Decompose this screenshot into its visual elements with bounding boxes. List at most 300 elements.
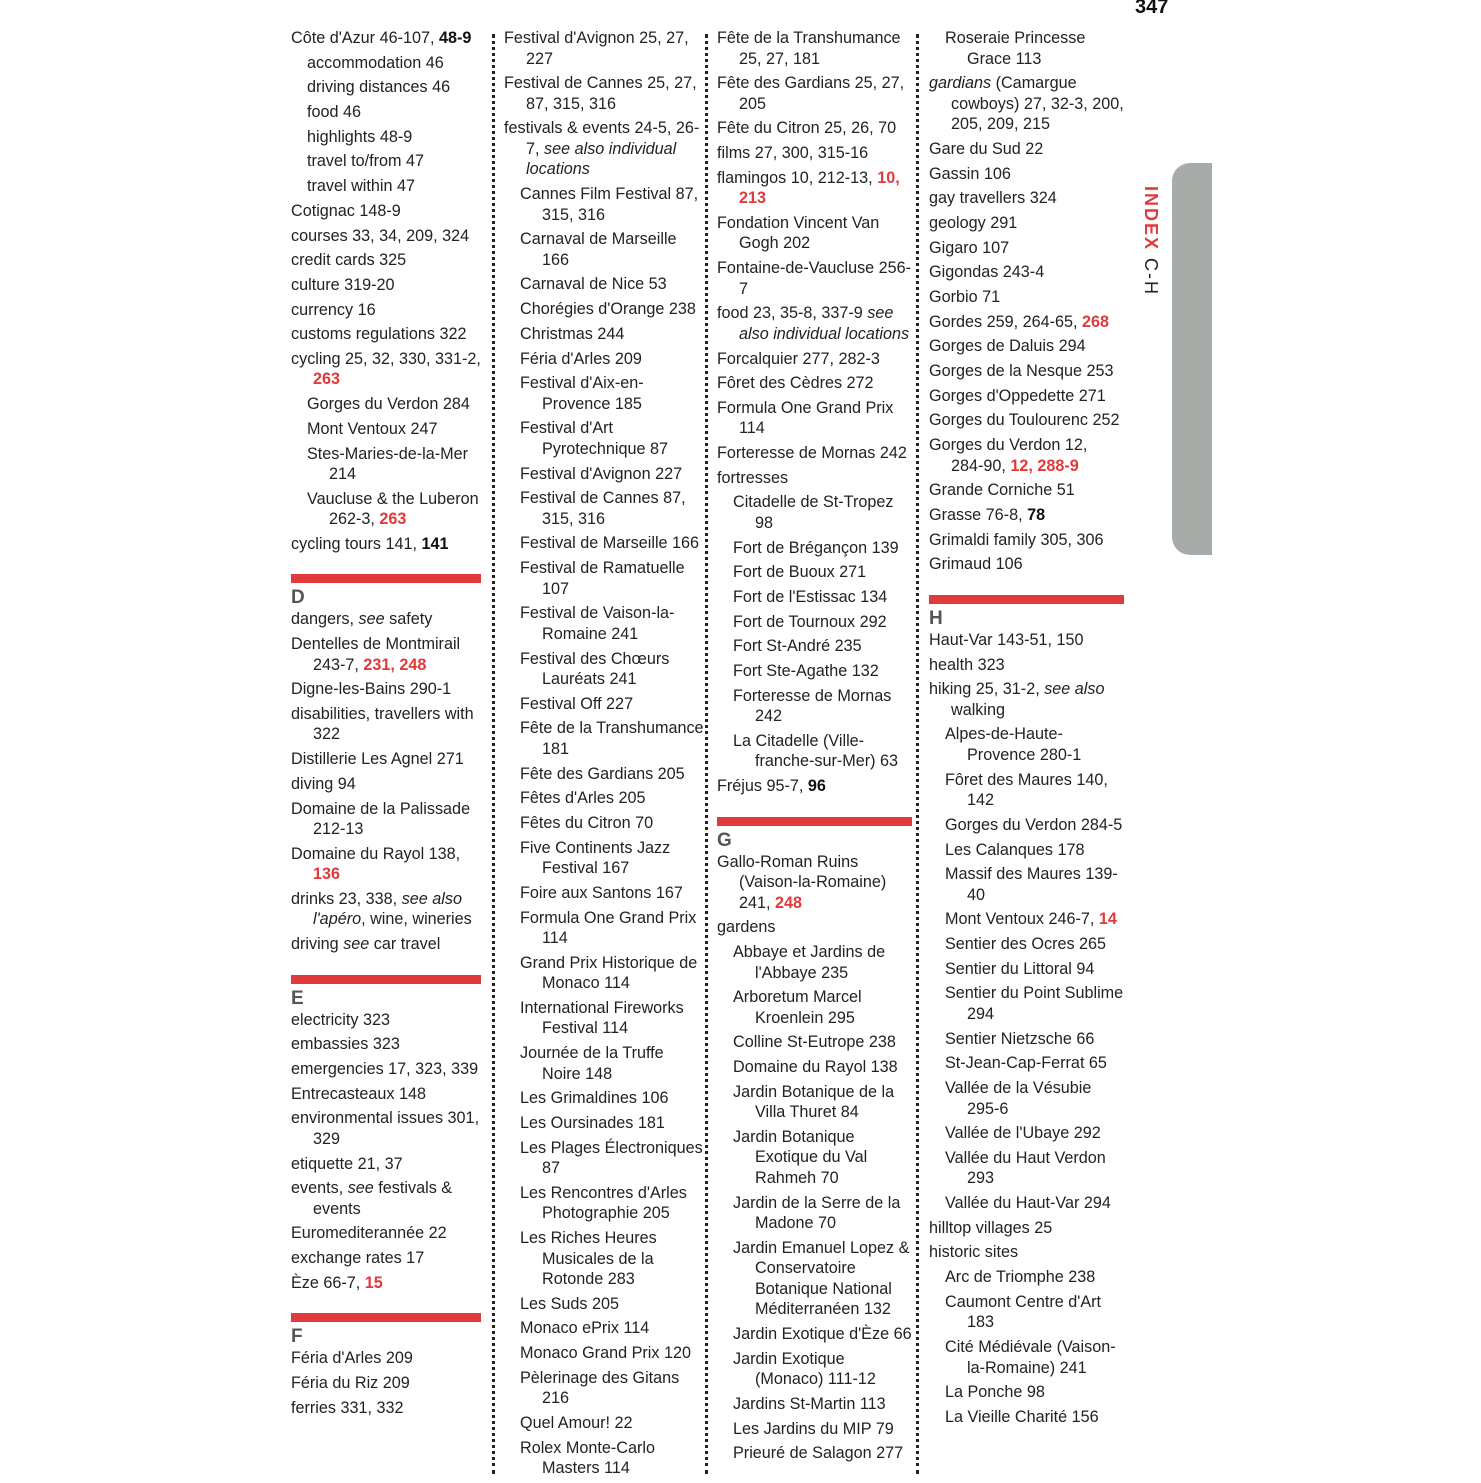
index-subentry — [504, 694, 704, 715]
entry-text: International Fireworks Festival 114 — [520, 998, 684, 1038]
entry-text: Les Suds 205 — [520, 1294, 619, 1313]
index-entry — [717, 349, 912, 370]
index-subentry — [504, 1138, 704, 1179]
index-subentry — [504, 603, 704, 644]
index-entry — [929, 435, 1124, 476]
index-entry — [291, 704, 481, 745]
photo-page-ref: 10, 213 — [739, 168, 900, 208]
entry-text: Citadelle de St-Tropez 98 — [733, 493, 894, 532]
index-subentry — [717, 987, 912, 1028]
index-subentry — [291, 53, 481, 74]
index-entry — [929, 164, 1124, 185]
entry-text: Forteresse de Mornas 242 — [733, 686, 892, 726]
entry-text: Les Rencontres d'Arles Photographie 205 — [520, 1183, 687, 1223]
index-subentry — [291, 127, 481, 148]
index-entry — [929, 1242, 1124, 1263]
entry-text: Gorges du Verdon 284-5 — [945, 815, 1123, 834]
entry-text: Arc de Triomphe 238 — [945, 1268, 1096, 1287]
entry-text: Les Riches Heures Musicales de la Rotonde 283 — [520, 1229, 657, 1288]
section-letter: G — [717, 829, 732, 851]
entry-text: Fort de Tournoux 292 — [733, 612, 887, 631]
index-subentry — [291, 102, 481, 123]
entry-text: Fête des Gardians 25, 27, 205 — [717, 74, 905, 113]
entry-text-tail: (Camargue cowboys) 27, 32-3, 200, 205, 209, 215 — [951, 74, 1124, 134]
entry-text: health 323 — [929, 655, 1005, 674]
entry-text: Colline St-Eutrope 238 — [733, 1033, 896, 1052]
index-entry — [717, 373, 912, 394]
entry-text: La Vieille Charité 156 — [945, 1407, 1099, 1426]
index-subentry — [504, 1318, 704, 1339]
entry-text: Forteresse de Mornas 242 — [717, 444, 907, 463]
entry-text: Foire aux Santons 167 — [520, 883, 683, 902]
index-subentry — [929, 1053, 1124, 1074]
index-subentry — [929, 864, 1124, 905]
entry-text: Gorges de Daluis 294 — [929, 337, 1086, 356]
index-entry — [929, 554, 1124, 575]
index-entry — [291, 1178, 481, 1219]
entry-text: Pèlerinage des Gitans 216 — [520, 1368, 680, 1408]
entry-text: drinks 23, 338, — [291, 889, 402, 908]
entry-text: courses 33, 34, 209, 324 — [291, 226, 470, 245]
entry-text: flamingos 10, 212-13, — [717, 168, 878, 187]
entry-text: emergencies 17, 323, 339 — [291, 1059, 479, 1078]
index-entry — [929, 287, 1124, 308]
cross-reference: see also individual locations — [526, 139, 677, 179]
index-entry — [929, 530, 1124, 551]
index-entry — [929, 505, 1124, 526]
entry-text: Monaco ePrix 114 — [520, 1319, 650, 1338]
entry-text: Les Oursinades 181 — [520, 1113, 665, 1132]
entry-text: Fontaine-de-Vaucluse 256-7 — [717, 259, 912, 298]
entry-text: Les Calanques 178 — [945, 840, 1085, 859]
entry-text: Festival des Chœurs Lauréats 241 — [520, 649, 670, 688]
entry-text: Festival d'Avignon 227 — [520, 464, 683, 483]
letter-section-header — [717, 817, 912, 852]
index-subentry — [291, 176, 481, 197]
index-subentry — [504, 788, 704, 809]
entry-text: Festival d'Avignon 25, 27, 227 — [504, 29, 689, 68]
entry-text: Domaine du Rayol 138, — [291, 844, 461, 863]
entry-text: Sentier du Point Sublime 294 — [945, 984, 1124, 1023]
index-subentry — [504, 1183, 704, 1224]
entry-text: driving — [291, 935, 344, 954]
entry-text: diving 94 — [291, 774, 356, 793]
index-entry — [291, 28, 481, 49]
photo-page-ref: 14 — [1098, 910, 1117, 929]
entry-text: culture 319-20 — [291, 275, 395, 294]
index-entry — [717, 917, 912, 938]
entry-text: Féria d'Arles 209 — [520, 349, 642, 368]
index-entry — [291, 749, 481, 770]
entry-text: Festival de Marseille 166 — [520, 534, 700, 553]
index-entry — [291, 934, 481, 955]
entry-text: Rolex Monte-Carlo Masters 114 — [520, 1438, 655, 1478]
index-subentry — [291, 77, 481, 98]
cross-reference: see also — [1044, 680, 1105, 699]
entry-text: Monaco Grand Prix 120 — [520, 1344, 691, 1363]
photo-page-ref: 12, 288-9 — [1010, 456, 1079, 475]
entry-text: exchange rates 17 — [291, 1249, 425, 1268]
entry-text-tail: walking — [951, 700, 1005, 719]
entry-text: highlights 48-9 — [307, 127, 413, 146]
index-subentry — [504, 1088, 704, 1109]
entry-text: Festival Off 227 — [520, 694, 634, 713]
index-subentry — [504, 1438, 704, 1479]
entry-text: Grand Prix Historique de Monaco 114 — [520, 953, 698, 993]
index-entry — [291, 201, 481, 222]
map-page-ref: 78 — [1027, 506, 1046, 524]
entry-text: Èze 66-7, — [291, 1273, 365, 1292]
entry-text: dangers, — [291, 610, 359, 629]
index-entry — [291, 889, 481, 930]
index-subentry — [929, 815, 1124, 836]
photo-page-ref: 263 — [313, 370, 341, 389]
entry-text: Digne-les-Bains 290-1 — [291, 680, 452, 699]
entry-text: Gordes 259, 264-65, — [929, 312, 1082, 331]
index-entry — [717, 468, 912, 489]
index-entry — [291, 349, 481, 390]
index-entry — [717, 73, 912, 114]
section-divider-bar — [929, 595, 1124, 604]
column-divider — [916, 34, 919, 1474]
index-subentry — [717, 1032, 912, 1053]
entry-text: Fort de Buoux 271 — [733, 563, 867, 582]
index-subentry — [504, 299, 704, 320]
index-entry — [717, 443, 912, 464]
index-entry — [717, 303, 912, 344]
index-entry — [291, 1248, 481, 1269]
entry-text: Jardin Exotique d'Èze 66 — [733, 1325, 912, 1343]
index-subentry — [504, 649, 704, 690]
entry-text: Vaucluse & the Luberon 262-3, — [307, 489, 479, 529]
index-entry — [291, 226, 481, 247]
map-page-ref: 48-9 — [438, 29, 472, 47]
index-entry — [291, 609, 481, 630]
index-entry — [929, 73, 1124, 135]
entry-text: food 23, 35-8, 337-9 — [717, 304, 868, 323]
entry-text: Gigondas 243-4 — [929, 263, 1045, 282]
index-subentry — [717, 562, 912, 583]
index-subentry — [504, 908, 704, 949]
index-entry — [717, 852, 912, 914]
entry-text: embassies 323 — [291, 1035, 400, 1054]
index-subentry — [717, 1193, 912, 1234]
index-entry — [291, 1373, 481, 1394]
entry-text: Jardin Exotique (Monaco) 111-12 — [733, 1349, 876, 1389]
section-divider-bar — [291, 975, 481, 984]
index-column-4 — [929, 28, 1124, 1432]
entry-text: ferries 331, 332 — [291, 1398, 404, 1417]
index-entry — [929, 1218, 1124, 1239]
entry-text-tail: safety — [384, 610, 433, 629]
entry-text: Sentier du Littoral 94 — [945, 959, 1095, 978]
index-subentry — [929, 840, 1124, 861]
page-number: 347 — [1135, 0, 1169, 18]
index-subentry — [717, 1057, 912, 1078]
index-subentry — [504, 1228, 704, 1290]
index-entry — [504, 73, 704, 114]
entry-text: Prieuré de Salagon 277 — [733, 1444, 904, 1463]
index-subentry — [504, 349, 704, 370]
entry-text: Jardins St-Martin 113 — [733, 1394, 886, 1413]
letter-section-header — [929, 595, 1124, 630]
index-subentry — [504, 718, 704, 759]
entry-text: fortresses — [717, 468, 789, 487]
entry-text: Grande Corniche 51 — [929, 481, 1075, 500]
entry-text: Euromediterannée 22 — [291, 1224, 447, 1243]
entry-text: Vallée du Haut-Var 294 — [945, 1194, 1111, 1213]
entry-text: hiking 25, 31-2, — [929, 680, 1045, 699]
photo-page-ref: 248 — [775, 893, 803, 912]
entry-text: electricity 323 — [291, 1010, 390, 1029]
index-entry — [929, 410, 1124, 431]
entry-text: Carnaval de Marseille 166 — [520, 230, 677, 269]
entry-text: Jardin Botanique Exotique du Val Rahmeh 70 — [733, 1127, 868, 1187]
index-subentry — [291, 394, 481, 415]
index-subentry — [504, 953, 704, 994]
index-subentry — [504, 418, 704, 459]
index-subentry — [504, 1294, 704, 1315]
cross-reference: gardians — [929, 74, 992, 93]
index-subentry — [929, 983, 1124, 1024]
letter-section-header — [291, 1313, 481, 1348]
entry-text: Jardin de la Serre de la Madone 70 — [733, 1193, 901, 1233]
entry-text: films 27, 300, 315-16 — [717, 144, 869, 163]
index-subentry — [717, 612, 912, 633]
entry-text: driving distances 46 — [307, 78, 451, 97]
map-page-ref: 141 — [421, 534, 449, 553]
index-entry — [291, 1348, 481, 1369]
entry-text: Fondation Vincent Van Gogh 202 — [717, 213, 880, 253]
entry-text: Fréjus 95-7, — [717, 777, 808, 796]
entry-text: Festival de Cannes 87, 315, 316 — [520, 489, 686, 528]
entry-text: Cotignac 148-9 — [291, 201, 401, 220]
entry-text-tail: car travel — [369, 935, 441, 954]
index-entry — [291, 1398, 481, 1419]
entry-text: Gorges de la Nesque 253 — [929, 362, 1114, 381]
index-subentry — [504, 324, 704, 345]
index-subentry — [504, 998, 704, 1039]
index-subentry — [929, 724, 1124, 765]
index-subentry — [291, 489, 481, 530]
cross-reference: see also individual locations — [739, 304, 910, 343]
entry-text: Journée de la Truffe Noire 148 — [520, 1044, 664, 1083]
index-entry — [291, 1034, 481, 1055]
entry-text: Carnaval de Nice 53 — [520, 275, 667, 294]
photo-page-ref: 231, 248 — [363, 655, 427, 674]
index-entry — [291, 1273, 481, 1294]
index-entry — [291, 1059, 481, 1080]
index-subentry — [717, 1127, 912, 1189]
index-subentry — [291, 419, 481, 440]
index-subentry — [717, 636, 912, 657]
index-subentry — [717, 1419, 912, 1440]
entry-text: events, — [291, 1179, 348, 1198]
index-entry — [291, 275, 481, 296]
index-column-3 — [717, 28, 912, 1468]
entry-text: Quel Amour! 22 — [520, 1413, 633, 1432]
column-divider — [705, 34, 708, 1474]
entry-text: Fôret des Maures 140, 142 — [945, 770, 1108, 810]
index-entry — [504, 28, 704, 69]
index-subentry — [929, 934, 1124, 955]
entry-text: Mont Ventoux 247 — [307, 419, 438, 438]
entry-text: Gassin 106 — [929, 164, 1011, 183]
index-subentry — [929, 1267, 1124, 1288]
entry-text: Formula One Grand Prix 114 — [717, 398, 894, 438]
index-subentry — [504, 464, 704, 485]
index-subentry — [504, 274, 704, 295]
section-letter: E — [291, 987, 304, 1009]
entry-text: cycling tours 141, — [291, 534, 422, 553]
index-subentry — [929, 1123, 1124, 1144]
index-tab-label — [1140, 186, 1161, 296]
index-entry — [717, 398, 912, 439]
index-tab-label-range: C-H — [1141, 258, 1161, 297]
entry-text: Les Grimaldines 106 — [520, 1089, 669, 1108]
index-entry — [291, 250, 481, 271]
entry-text: Fête de la Transhumance 25, 27, 181 — [717, 29, 901, 68]
letter-section-header — [291, 574, 481, 609]
index-column-2 — [504, 28, 704, 1483]
entry-text: Grimaldi family 305, 306 — [929, 530, 1104, 549]
index-subentry — [929, 1292, 1124, 1333]
entry-text: Festival d'Art Pyrotechnique 87 — [520, 419, 668, 458]
entry-text: Féria du Riz 209 — [291, 1373, 410, 1392]
index-entry — [291, 324, 481, 345]
index-entry — [929, 655, 1124, 676]
photo-page-ref: 268 — [1081, 312, 1109, 331]
index-subentry — [504, 373, 704, 414]
index-entry — [291, 1010, 481, 1031]
entry-text: Gorges d'Oppedette 271 — [929, 386, 1106, 405]
entry-text: Forcalquier 277, 282-3 — [717, 349, 880, 368]
index-entry — [291, 799, 481, 840]
index-subentry — [929, 28, 1124, 69]
entry-text: Caumont Centre d'Art 183 — [945, 1292, 1102, 1332]
entry-text: Grimaud 106 — [929, 555, 1023, 574]
index-entry — [291, 1108, 481, 1149]
entry-text: Sentier Nietzsche 66 — [945, 1029, 1095, 1048]
entry-text: Fôret des Cèdres 272 — [717, 374, 874, 393]
index-subentry — [929, 959, 1124, 980]
entry-text: hilltop villages 25 — [929, 1218, 1053, 1237]
entry-text: Domaine de la Palissade 212-13 — [291, 799, 471, 838]
entry-text: Fête des Gardians 205 — [520, 764, 685, 783]
index-entry — [929, 262, 1124, 283]
entry-text: gardens — [717, 918, 776, 937]
entry-text: Fêtes du Citron 70 — [520, 813, 654, 832]
entry-text: Abbaye et Jardins de l'Abbaye 235 — [733, 943, 886, 982]
index-subentry — [717, 1238, 912, 1320]
photo-page-ref: 263 — [379, 510, 407, 529]
index-entry — [717, 168, 912, 209]
index-subentry — [717, 731, 912, 772]
entry-text: Fort St-André 235 — [733, 637, 862, 656]
index-entry — [929, 188, 1124, 209]
index-subentry — [504, 813, 704, 834]
entry-text: Fort de l'Estissac 134 — [733, 588, 888, 606]
index-subentry — [717, 1349, 912, 1390]
index-entry — [291, 679, 481, 700]
section-divider-bar — [291, 1313, 481, 1322]
entry-text: Gare du Sud 22 — [929, 139, 1044, 158]
entry-text: Festival d'Aix-en-Provence 185 — [520, 374, 644, 413]
entry-text: Côte d'Azur 46-107, — [291, 29, 439, 47]
index-tab-label-bold: INDEX — [1141, 186, 1161, 252]
entry-text: Chorégies d'Orange 238 — [520, 300, 696, 319]
index-subentry — [504, 1413, 704, 1434]
entry-text: Five Continents Jazz Festival 167 — [520, 838, 671, 878]
entry-text: Cannes Film Festival 87, 315, 316 — [520, 185, 699, 224]
entry-text: Formula One Grand Prix 114 — [520, 908, 697, 947]
entry-text: Festival de Vaison-la-Romaine 241 — [520, 604, 675, 643]
index-subentry — [717, 1082, 912, 1123]
entry-text: Jardin Botanique de la Villa Thuret 84 — [733, 1082, 895, 1122]
index-subentry — [929, 1193, 1124, 1214]
index-subentry — [717, 1324, 912, 1345]
index-subentry — [504, 1343, 704, 1364]
entry-text: Jardin Emanuel Lopez & Conservatoire Botanique National Méditerranéen 132 — [733, 1238, 910, 1319]
index-tab — [1172, 163, 1212, 555]
entry-text: Fort de Brégançon 139 — [733, 538, 899, 557]
photo-page-ref: 15 — [364, 1273, 383, 1292]
map-page-ref: 96 — [807, 777, 826, 796]
index-entry — [929, 386, 1124, 407]
column-divider — [492, 34, 495, 1474]
entry-text-tail: , wine, wineries — [361, 910, 472, 929]
index-subentry — [929, 1382, 1124, 1403]
entry-text: Sentier des Ocres 265 — [945, 935, 1107, 954]
index-column-1 — [291, 28, 481, 1422]
entry-text: disabilities, travellers with 322 — [291, 704, 474, 744]
index-entry — [717, 776, 912, 797]
entry-text: Féria d'Arles 209 — [291, 1349, 413, 1368]
entry-text: Gorbio 71 — [929, 288, 1001, 306]
entry-text: Gallo-Roman Ruins (Vaison-la-Romaine) 241, — [717, 852, 887, 912]
index-entry — [717, 28, 912, 69]
index-entry — [291, 300, 481, 321]
index-entry — [291, 1223, 481, 1244]
entry-text: Dentelles de Montmirail 243-7, — [291, 635, 461, 674]
index-subentry — [504, 1113, 704, 1134]
index-subentry — [504, 883, 704, 904]
section-letter: H — [929, 607, 943, 629]
entry-text: Massif des Maures 139-40 — [945, 865, 1118, 904]
cross-reference: see — [343, 935, 370, 954]
entry-text: currency 16 — [291, 300, 376, 319]
entry-text: Gorges du Toulourenc 252 — [929, 411, 1120, 430]
entry-text: Gigaro 107 — [929, 238, 1010, 257]
index-subentry — [717, 1394, 912, 1415]
entry-text: Stes-Maries-de-la-Mer 214 — [307, 444, 469, 483]
index-entry — [717, 118, 912, 139]
index-entry — [291, 844, 481, 885]
entry-text: Cité Médiévale (Vaison-la-Romaine) 241 — [945, 1338, 1116, 1377]
index-entry — [504, 118, 704, 180]
index-entry — [929, 238, 1124, 259]
entry-text: Gorges du Verdon 284 — [307, 395, 470, 414]
index-subentry — [291, 151, 481, 172]
index-subentry — [504, 533, 704, 554]
index-entry — [291, 1084, 481, 1105]
index-subentry — [504, 838, 704, 879]
entry-text: Vallée de la Vésubie 295-6 — [945, 1079, 1092, 1118]
entry-text: Christmas 244 — [520, 324, 625, 343]
cross-reference: see — [347, 1179, 374, 1198]
cross-reference: see — [358, 610, 385, 629]
index-entry — [291, 534, 481, 555]
